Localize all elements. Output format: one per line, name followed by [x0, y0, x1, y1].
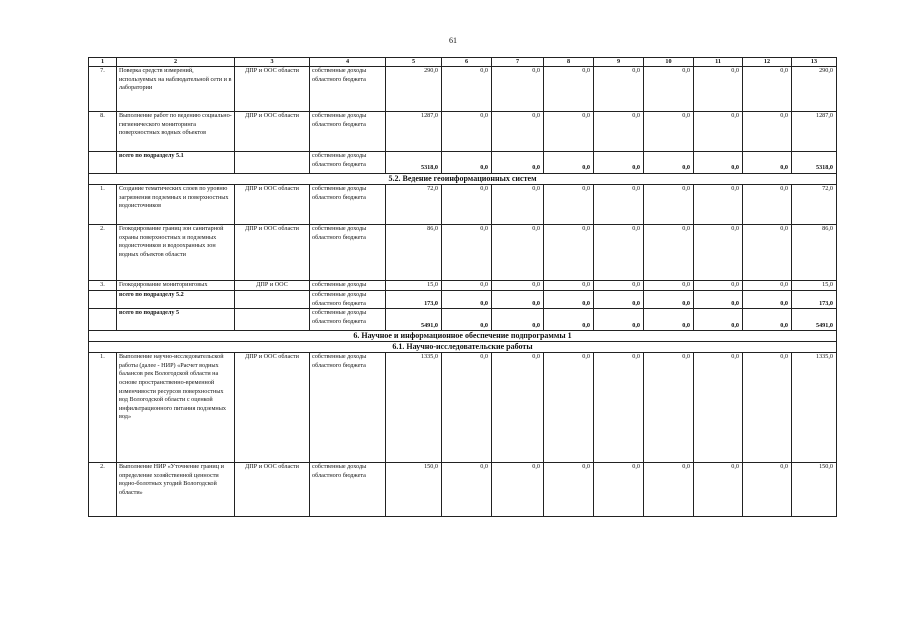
executor: ДПР и ООС	[235, 281, 310, 291]
amount-cell: 72,0	[792, 185, 837, 225]
column-header: 11	[694, 58, 743, 67]
column-header: 6	[442, 58, 492, 67]
amount-cell: 15,0	[386, 281, 442, 291]
section-heading-row	[89, 174, 837, 185]
amount-cell: 5491,0	[792, 309, 837, 331]
amount-cell: 5318,0	[386, 152, 442, 174]
column-header: 3	[235, 58, 310, 67]
amount-cell: 150,0	[386, 463, 442, 517]
amount-cell: 1335,0	[386, 353, 442, 463]
table-row	[89, 225, 837, 281]
executor: ДПР и ООС области	[235, 225, 310, 281]
amount-cell: 290,0	[792, 67, 837, 112]
amount-cell: 0,0	[442, 112, 492, 152]
amount-cell: 0,0	[694, 463, 743, 517]
amount-cell: 0,0	[442, 353, 492, 463]
amount-cell: 15,0	[792, 281, 837, 291]
activity-name: всего по подразделу 5.1	[117, 152, 235, 174]
executor: ДПР и ООС области	[235, 353, 310, 463]
amount-cell: 0,0	[492, 152, 544, 174]
section-heading-row	[89, 331, 837, 342]
column-header: 4	[310, 58, 386, 67]
amount-cell: 72,0	[386, 185, 442, 225]
amount-cell: 0,0	[492, 463, 544, 517]
funding-source: собственные доходы областного бюджета	[310, 463, 386, 517]
row-number	[89, 152, 117, 174]
amount-cell: 0,0	[442, 67, 492, 112]
column-header: 8	[544, 58, 594, 67]
amount-cell: 0,0	[492, 281, 544, 291]
column-header: 10	[644, 58, 694, 67]
amount-cell: 0,0	[594, 463, 644, 517]
amount-cell: 0,0	[743, 112, 792, 152]
row-number: 2.	[89, 463, 117, 517]
executor	[235, 152, 310, 174]
amount-cell: 0,0	[694, 152, 743, 174]
row-number: 8.	[89, 112, 117, 152]
funding-source: собственные доходы областного бюджета	[310, 225, 386, 281]
amount-cell: 0,0	[442, 281, 492, 291]
executor	[235, 291, 310, 309]
row-number: 1.	[89, 185, 117, 225]
executor	[235, 309, 310, 331]
amount-cell: 0,0	[644, 152, 694, 174]
funding-source: собственные доходы	[310, 281, 386, 291]
column-header: 13	[792, 58, 837, 67]
amount-cell: 0,0	[644, 353, 694, 463]
amount-cell: 0,0	[594, 281, 644, 291]
row-number: 3.	[89, 281, 117, 291]
amount-cell: 0,0	[544, 112, 594, 152]
table-row	[89, 112, 837, 152]
column-header: 1	[89, 58, 117, 67]
executor: ДПР и ООС области	[235, 112, 310, 152]
table-row	[89, 185, 837, 225]
funding-source: собственные доходы областного бюджета	[310, 291, 386, 309]
amount-cell: 0,0	[743, 463, 792, 517]
funding-source: собственные доходы областного бюджета	[310, 185, 386, 225]
executor: ДПР и ООС области	[235, 463, 310, 517]
amount-cell: 0,0	[743, 225, 792, 281]
amount-cell: 86,0	[386, 225, 442, 281]
amount-cell: 0,0	[544, 185, 594, 225]
amount-cell: 0,0	[492, 291, 544, 309]
amount-cell: 0,0	[644, 291, 694, 309]
amount-cell: 173,0	[386, 291, 442, 309]
amount-cell: 0,0	[594, 67, 644, 112]
amount-cell: 0,0	[544, 67, 594, 112]
column-header: 9	[594, 58, 644, 67]
amount-cell: 0,0	[442, 309, 492, 331]
amount-cell: 0,0	[594, 112, 644, 152]
executor: ДПР и ООС области	[235, 67, 310, 112]
row-number: 7.	[89, 67, 117, 112]
amount-cell: 0,0	[644, 309, 694, 331]
funding-source: собственные доходы областного бюджета	[310, 309, 386, 331]
amount-cell: 0,0	[743, 281, 792, 291]
amount-cell: 0,0	[442, 225, 492, 281]
amount-cell: 0,0	[544, 152, 594, 174]
activity-name: Геокодирование границ зон санитарной охраны поверхностных и подземных водоисточников и водоохранных зон водных объектов области	[117, 225, 235, 281]
amount-cell: 5318,0	[792, 152, 837, 174]
activity-name: всего по подразделу 5.2	[117, 291, 235, 309]
subtotal-row	[89, 291, 837, 309]
amount-cell: 0,0	[644, 67, 694, 112]
funding-source: собственные доходы областного бюджета	[310, 152, 386, 174]
amount-cell: 290,0	[386, 67, 442, 112]
amount-cell: 0,0	[694, 291, 743, 309]
amount-cell: 0,0	[743, 353, 792, 463]
budget-table	[88, 57, 837, 517]
column-header: 7	[492, 58, 544, 67]
table-row	[89, 67, 837, 112]
funding-source: собственные доходы областного бюджета	[310, 353, 386, 463]
amount-cell: 0,0	[492, 112, 544, 152]
table-row	[89, 463, 837, 517]
amount-cell: 0,0	[644, 225, 694, 281]
section-heading-row	[89, 342, 837, 353]
activity-name: Выполнение работ по ведению социально-гигиенического мониторинга поверхностных водных объектов	[117, 112, 235, 152]
amount-cell: 0,0	[644, 463, 694, 517]
amount-cell: 0,0	[694, 353, 743, 463]
table-row	[89, 281, 837, 291]
amount-cell: 0,0	[442, 185, 492, 225]
subtotal-row	[89, 309, 837, 331]
row-number	[89, 309, 117, 331]
amount-cell: 0,0	[743, 67, 792, 112]
amount-cell: 0,0	[594, 185, 644, 225]
amount-cell: 0,0	[544, 463, 594, 517]
amount-cell: 173,0	[792, 291, 837, 309]
amount-cell: 0,0	[442, 291, 492, 309]
amount-cell: 1335,0	[792, 353, 837, 463]
section-heading: 5.2. Ведение геоинформационных систем	[89, 174, 837, 185]
column-header: 2	[117, 58, 235, 67]
row-number: 2.	[89, 225, 117, 281]
amount-cell: 0,0	[743, 309, 792, 331]
amount-cell: 0,0	[694, 281, 743, 291]
amount-cell: 0,0	[594, 309, 644, 331]
row-number: 1.	[89, 353, 117, 463]
amount-cell: 0,0	[442, 152, 492, 174]
amount-cell: 0,0	[743, 291, 792, 309]
amount-cell: 1287,0	[386, 112, 442, 152]
amount-cell: 0,0	[492, 309, 544, 331]
amount-cell: 0,0	[694, 309, 743, 331]
amount-cell: 0,0	[544, 225, 594, 281]
amount-cell: 0,0	[644, 185, 694, 225]
amount-cell: 0,0	[743, 152, 792, 174]
amount-cell: 86,0	[792, 225, 837, 281]
amount-cell: 0,0	[594, 353, 644, 463]
activity-name: Геокодирование мониторинговых	[117, 281, 235, 291]
amount-cell: 0,0	[594, 291, 644, 309]
amount-cell: 5491,0	[386, 309, 442, 331]
amount-cell: 0,0	[694, 185, 743, 225]
row-number	[89, 291, 117, 309]
amount-cell: 0,0	[544, 309, 594, 331]
activity-name: Выполнение научно-исследовательской работы (далее - НИР) «Расчет водных балансов рек Вологодской области на основе пространственно-временной изменчивости ресурсов поверхностных вод Вологодской области с оценкой инфильтрационного питания подземных вод»	[117, 353, 235, 463]
amount-cell: 0,0	[644, 281, 694, 291]
amount-cell: 0,0	[594, 225, 644, 281]
section-heading: 6.1. Научно-исследовательские работы	[89, 342, 837, 353]
page-number: 61	[449, 36, 457, 45]
executor: ДПР и ООС области	[235, 185, 310, 225]
table-row	[89, 353, 837, 463]
amount-cell: 1287,0	[792, 112, 837, 152]
amount-cell: 0,0	[492, 353, 544, 463]
amount-cell: 150,0	[792, 463, 837, 517]
activity-name: Создание тематических слоев по уровню загрязнения подземных и поверхностных водоисточников	[117, 185, 235, 225]
amount-cell: 0,0	[544, 281, 594, 291]
activity-name: Поверка средств измерений, используемых на наблюдательной сети и в лаборатории	[117, 67, 235, 112]
amount-cell: 0,0	[544, 353, 594, 463]
activity-name: Выполнение НИР «Уточнение границ и определение хозяйственной ценности водно-болотных угодий Вологодской области»	[117, 463, 235, 517]
amount-cell: 0,0	[492, 67, 544, 112]
amount-cell: 0,0	[694, 67, 743, 112]
activity-name: всего по подразделу 5	[117, 309, 235, 331]
column-header: 12	[743, 58, 792, 67]
amount-cell: 0,0	[442, 463, 492, 517]
funding-source: собственные доходы областного бюджета	[310, 112, 386, 152]
section-heading: 6. Научное и информационное обеспечение подпрограммы 1	[89, 331, 837, 342]
column-header: 5	[386, 58, 442, 67]
subtotal-row	[89, 152, 837, 174]
amount-cell: 0,0	[694, 225, 743, 281]
amount-cell: 0,0	[594, 152, 644, 174]
amount-cell: 0,0	[492, 225, 544, 281]
amount-cell: 0,0	[544, 291, 594, 309]
header-row	[89, 58, 837, 67]
amount-cell: 0,0	[743, 185, 792, 225]
funding-source: собственные доходы областного бюджета	[310, 67, 386, 112]
amount-cell: 0,0	[644, 112, 694, 152]
amount-cell: 0,0	[492, 185, 544, 225]
amount-cell: 0,0	[694, 112, 743, 152]
